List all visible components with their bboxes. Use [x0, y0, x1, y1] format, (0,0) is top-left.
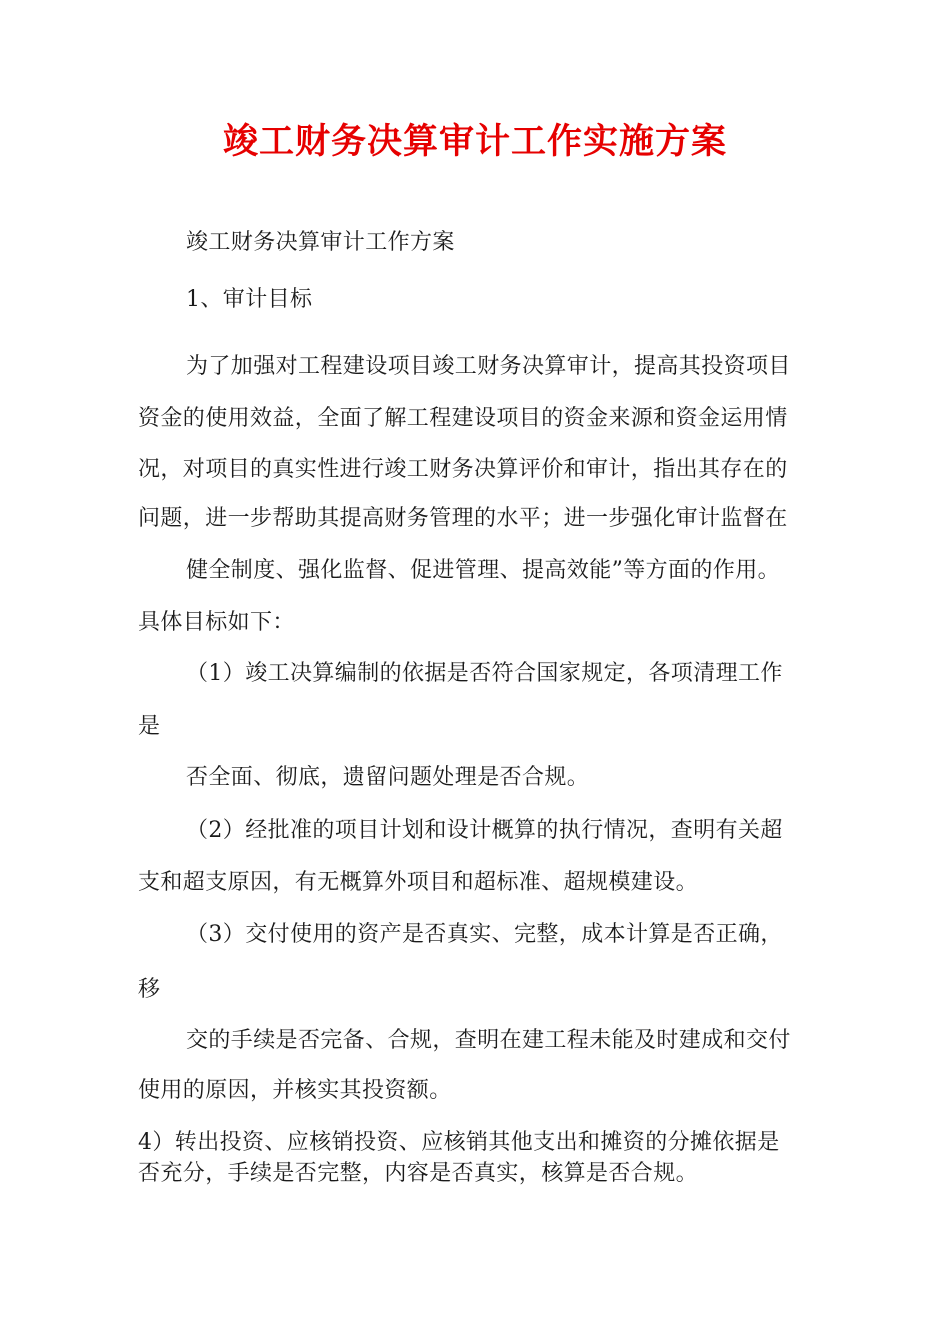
- list-item-line: 是: [138, 714, 161, 739]
- list-item-line: 使用的原因，并核实其投资额。: [138, 1078, 452, 1103]
- paragraph-line: 健全制度、强化监督、促进管理、提高效能”等方面的作用。: [186, 558, 781, 583]
- list-item-line: （2）经批准的项目计划和设计概算的执行情况，查明有关超: [186, 818, 783, 843]
- list-item-line: 否全面、彻底，遗留问题处理是否合规。: [186, 765, 590, 790]
- paragraph-line: 况，对项目的真实性进行竣工财务决算评价和审计，指出其存在的: [138, 457, 788, 482]
- list-item-line: 交的手续是否完备、合规，查明在建工程未能及时建成和交付: [186, 1028, 791, 1053]
- list-item-line: 否充分，手续是否完整，内容是否真实，核算是否合规。: [138, 1161, 699, 1186]
- list-item-line: （3）交付使用的资产是否真实、完整，成本计算是否正确，: [186, 922, 783, 947]
- list-item-line: 支和超支原因，有无概算外项目和超标准、超规模建设。: [138, 870, 699, 895]
- paragraph-line: 问题，进一步帮助其提高财务管理的水平；进一步强化审计监督在: [138, 506, 788, 531]
- list-item-line: （1）竣工决算编制的依据是否符合国家规定，各项清理工作: [186, 661, 783, 686]
- list-item-line: 移: [138, 977, 161, 1002]
- paragraph-line: 为了加强对工程建设项目竣工财务决算审计，提高其投资项目: [186, 354, 791, 379]
- paragraph-line: 具体目标如下：: [138, 610, 295, 635]
- document-title: 竣工财务决算审计工作实施方案: [222, 122, 727, 162]
- document-subtitle: 竣工财务决算审计工作方案: [186, 230, 455, 255]
- section-heading-audit-goals: 1、审计目标: [186, 287, 313, 312]
- paragraph-line: 资金的使用效益，全面了解工程建设项目的资金来源和资金运用情: [138, 406, 788, 431]
- list-item-line: 4）转出投资、应核销投资、应核销其他支出和摊资的分摊依据是: [138, 1130, 780, 1155]
